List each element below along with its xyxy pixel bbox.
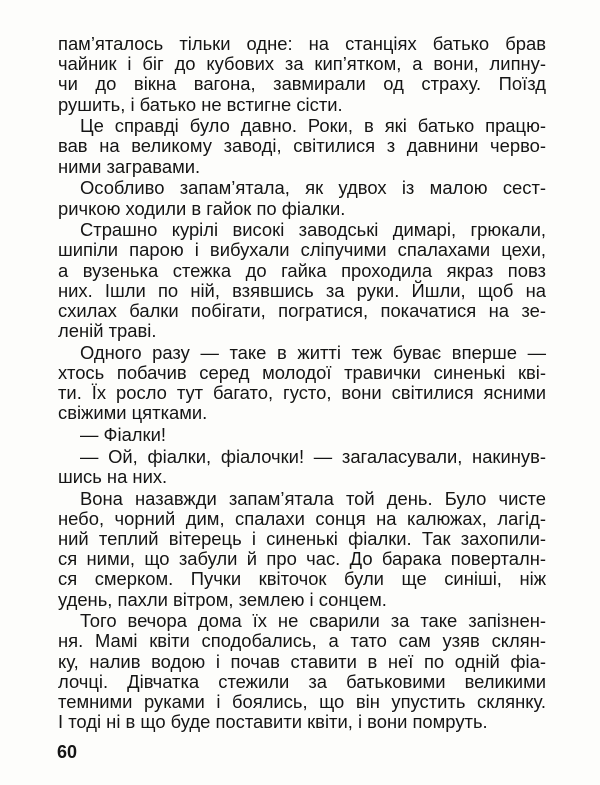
paragraph — [58, 178, 546, 218]
text-line: Одного разу — таке в житті теж буває вперше — — [80, 341, 546, 363]
text-line: Особливо запам’ятала, як удвох із малою сест- — [80, 177, 546, 199]
text-line: леній траві. — [58, 320, 157, 342]
text-line: — Ой, фіалки, фіалочки! — загаласували, накинув- — [80, 445, 546, 467]
paragraph — [58, 425, 546, 445]
text-line: схилах балки побігати, погратися, покачатися на зе- — [58, 299, 546, 321]
text-line: свіжими цятками. — [58, 402, 208, 424]
text-line: ний теплий вітерець і синенькі фіалки. Так захопили- — [58, 528, 546, 549]
text-line: ня. Мамі квіти сподобались, а тато сам узяв склян- — [58, 630, 546, 652]
text-line: а вузенька стежка до гайка проходила якраз повз — [58, 259, 546, 281]
text-line: хтось побачив серед молодої травички синенькі кві- — [58, 362, 546, 383]
text-line: Вона назавжди запам’ятала той день. Було чисте — [80, 487, 546, 509]
text-line: удень, пахли вітром, землею і сонцем. — [58, 588, 387, 610]
text-line: І тоді ні в що буде поставити квіти, і вони помруть. — [58, 711, 488, 733]
text-line: лочці. Дівчатка стежили за батьковими великими — [58, 670, 546, 692]
text-line: небо, чорний дим, спалахи сонця на калюжах, лагід- — [58, 507, 546, 529]
text-line: шись на них. — [58, 465, 168, 487]
paragraph — [58, 343, 546, 424]
paragraph — [58, 220, 546, 341]
text-line: пам’яталось тільки одне: на станціях батько брав — [58, 33, 546, 54]
text-line: них. Ішли по ній, взявшись за руки. Йшли, щоб на — [58, 279, 546, 301]
paragraph — [58, 116, 546, 177]
text-line: ся ними, що забули й про час. До барака поверталн- — [58, 548, 546, 570]
text-line: ними загравами. — [58, 155, 201, 177]
text-line: Того вечора дома їх не сварили за таке запізнен- — [80, 610, 546, 632]
page-body-text — [58, 34, 546, 734]
text-line: Страшно курілі високі заводські димарі, грюкали, — [80, 219, 546, 241]
text-line: ричкою ходили в гайок по фіалки. — [58, 197, 346, 219]
paragraph — [58, 34, 546, 115]
text-line: ку, налив водою і почав ставити в неї по одній фіа- — [58, 650, 546, 672]
text-line: — Фіалки! — [80, 424, 166, 446]
text-line: вав на великому заводі, світилися з давнини черво- — [58, 135, 546, 157]
paragraph — [58, 611, 546, 732]
page-number: 60 — [57, 742, 78, 762]
text-line: шипіли парою і вибухали сліпучими спалахами цехи, — [58, 239, 546, 261]
paragraph — [58, 447, 546, 487]
text-line: темними руками і боялись, що він упустить склянку. — [58, 691, 546, 712]
text-line: чайник і біг до кубових за кип’ятком, а вони, липну- — [58, 53, 546, 75]
text-line: ти. Їх росло тут багато, густо, вони світилися ясними — [58, 382, 546, 404]
text-line: Це справді було давно. Роки, в які батько працю- — [80, 115, 546, 137]
text-line: ся смерком. Пучки квіточок були ще синіші, ніж — [58, 568, 546, 590]
paragraph — [58, 489, 546, 610]
text-line: рушить, і батько не встигне сісти. — [58, 93, 343, 115]
text-line: чи до вікна вагона, завмирали од страху. Поїзд — [58, 73, 546, 95]
